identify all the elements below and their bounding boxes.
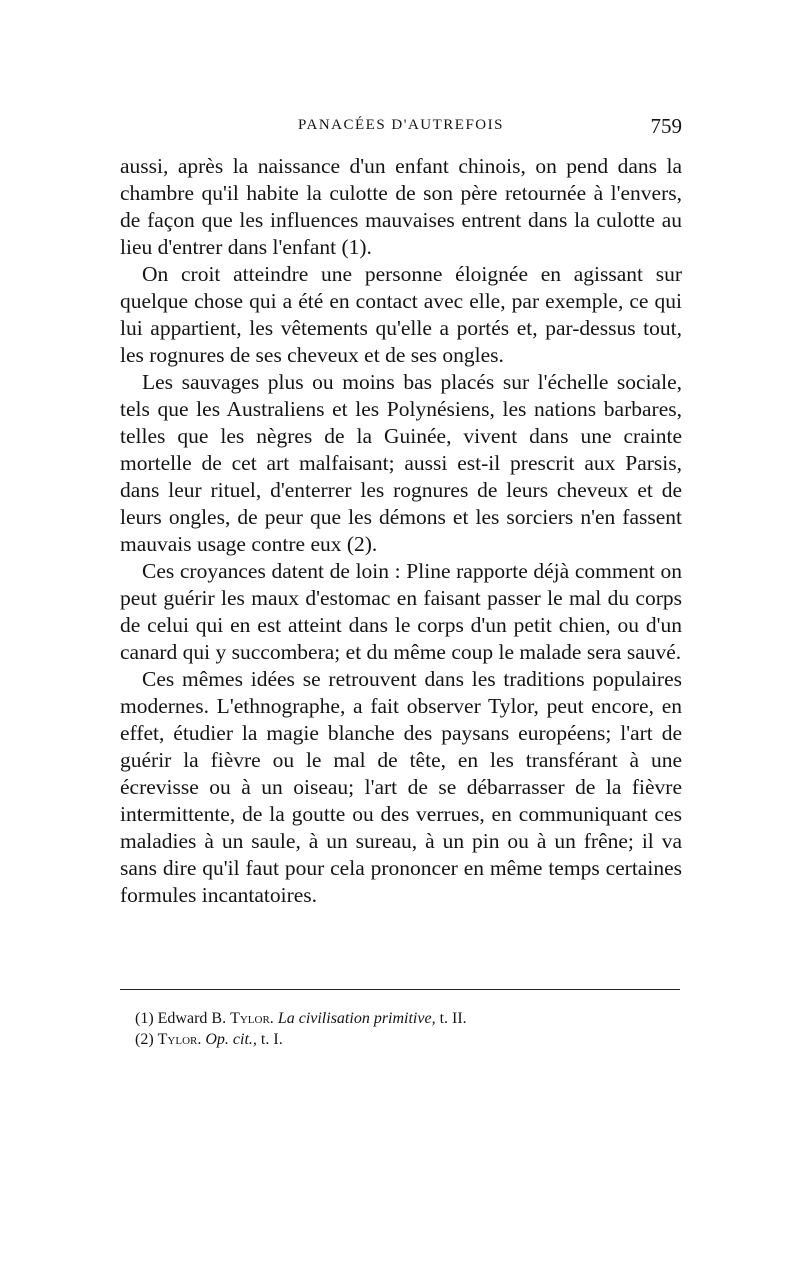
body-text	[120, 153, 682, 909]
footnote-1	[135, 1008, 680, 1029]
footnote-ref: t. I.	[260, 1031, 283, 1048]
footnote-rule	[120, 989, 680, 990]
footnote-ref: t. II.	[439, 1010, 467, 1027]
paragraph: Les sauvages plus ou moins bas placés sur l'échelle sociale, tels que les Australiens et les Polynésiens, les nations barbares, telles que les nègres de la Guinée, vivent dans une crainte mortelle de cet art malfaisant; aussi est-il prescrit aux Parsis, dans leur rituel, d'enterrer les rognures de leurs cheveux et de leurs ongles, de peur que les démons et les sorciers n'en fassent mauvais usage contre eux (2).	[120, 370, 682, 556]
footnotes	[135, 1008, 680, 1050]
footnote-marker: (2)	[135, 1031, 154, 1048]
running-header	[120, 114, 682, 143]
paragraph: Ces mêmes idées se retrouvent dans les traditions populaires modernes. L'ethnographe, a fait observer Tylor, peut encore, en effet, étudier la magie blanche des paysans européens; l'art de guérir la fièvre ou le mal de tête, en les transférant à une écrevisse ou à un oiseau; l'art de se débarrasser de la fièvre intermittente, de la goutte ou des verrues, en communiquant ces maladies à un saule, à un sureau, à un pin ou à un frêne; il va sans dire qu'il faut pour cela prononcer en même temps certaines formules incantatoires.	[120, 667, 682, 907]
paragraph: On croit atteindre une personne éloignée en agissant sur quelque chose qui a été en contact avec elle, par exemple, ce qui lui appartient, les vêtements qu'elle a portés et, par-dessus tout, les rognures de ses cheveux et de ses ongles.	[120, 262, 682, 367]
paragraph: Ces croyances datent de loin : Pline rapporte déjà comment on peut guérir les maux d'estomac en faisant passer le mal du corps de celui qui en est atteint dans le corps d'un petit chien, ou d'un canard qui y succombera; et du même coup le malade sera sauvé.	[120, 559, 682, 664]
footnote-marker: (1)	[135, 1010, 154, 1027]
footnote-title: Op. cit.,	[205, 1031, 257, 1048]
running-title: PANACÉES D'AUTREFOIS	[298, 117, 504, 133]
footnote-author: Tylor.	[157, 1031, 202, 1048]
footnote-2	[135, 1029, 680, 1050]
page-number: 759	[650, 114, 682, 138]
footnote-author-prefix: Edward B.	[157, 1010, 227, 1027]
footnote-author: Tylor.	[230, 1010, 274, 1027]
paragraph: aussi, après la naissance d'un enfant chinois, on pend dans la chambre qu'il habite la culotte de son père retournée à l'envers, de façon que les influences mauvaises entrent dans la culotte au lieu d'entrer dans l'enfant (1).	[120, 154, 682, 259]
footnote-title: La civilisation primitive,	[277, 1010, 436, 1027]
